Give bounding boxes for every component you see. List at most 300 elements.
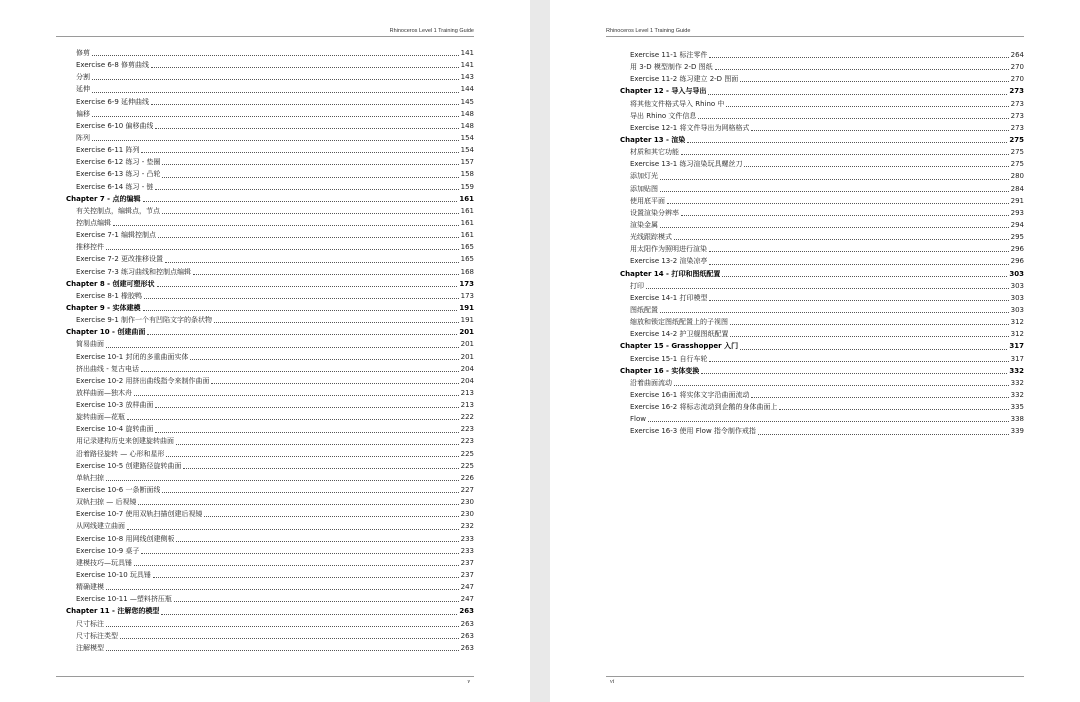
toc-entry-title: 修剪 — [76, 48, 90, 57]
toc-entry-page: 222 — [460, 413, 474, 422]
dot-leader — [709, 358, 1008, 362]
toc-entry[interactable] — [620, 292, 1024, 304]
toc-entry-title: Chapter 10 - 创建曲面 — [66, 328, 146, 337]
dot-leader — [162, 174, 458, 178]
dot-leader — [106, 477, 459, 481]
toc-entry[interactable] — [66, 630, 474, 642]
toc-entry[interactable] — [66, 387, 474, 399]
toc-entry-page: 154 — [460, 133, 474, 142]
toc-entry-title: Exercise 16-1 将实体文字沿曲面流动 — [630, 390, 750, 399]
toc-entry[interactable] — [66, 168, 474, 180]
page-header: Rhinoceros Level 1 Training Guide — [606, 28, 691, 34]
toc-entry[interactable] — [66, 181, 474, 193]
dot-leader — [174, 598, 459, 602]
toc-entry[interactable] — [66, 593, 474, 605]
toc-entry-title: Exercise 10-4 旋转曲面 — [76, 425, 154, 434]
toc-entry-title: 阵列 — [76, 133, 90, 142]
toc-entry-page: 273 — [1010, 99, 1024, 108]
dot-leader — [730, 333, 1008, 337]
toc-entry[interactable] — [66, 290, 474, 302]
dot-leader — [127, 416, 459, 420]
toc-entry[interactable] — [620, 304, 1024, 316]
dot-leader — [701, 370, 1007, 374]
toc-entry-page: 303 — [1010, 293, 1024, 302]
toc-entry[interactable] — [66, 144, 474, 156]
dot-leader — [779, 406, 1008, 410]
toc-entry[interactable] — [66, 253, 474, 265]
toc-entry-page: 213 — [460, 401, 474, 410]
toc-entry-title: Exercise 6-8 修剪曲线 — [76, 61, 150, 70]
dot-leader — [646, 285, 1009, 289]
toc-entry-page: 293 — [1010, 208, 1024, 217]
toc-entry-page: 284 — [1010, 184, 1024, 193]
toc-entry[interactable] — [66, 496, 474, 508]
toc-chapter-entry[interactable] — [66, 278, 474, 290]
toc-entry[interactable] — [620, 280, 1024, 292]
toc-entry-title: 添加灯光 — [630, 172, 658, 181]
toc-entry[interactable] — [620, 243, 1024, 255]
dot-leader — [162, 210, 459, 214]
toc-entry[interactable] — [66, 59, 474, 71]
toc-entry-page: 201 — [460, 340, 474, 349]
dot-leader — [155, 186, 458, 190]
toc-entry[interactable] — [620, 401, 1024, 413]
toc-entry-title: Exercise 6-9 延伸曲线 — [76, 97, 150, 106]
toc-entry-page: 227 — [460, 486, 474, 495]
toc-entry-page: 275 — [1010, 160, 1024, 169]
toc-entry-page: 335 — [1010, 403, 1024, 412]
toc-chapter-entry[interactable] — [620, 268, 1024, 280]
toc-entry-title: 尺寸标注 — [76, 619, 104, 628]
page-right — [550, 0, 1080, 702]
toc-entry[interactable] — [66, 83, 474, 95]
dot-leader — [648, 418, 1009, 422]
toc-entry[interactable] — [620, 219, 1024, 231]
toc-entry-title: Exercise 7-2 更改推移设置 — [76, 255, 164, 264]
dot-leader — [193, 271, 459, 275]
toc-entry-page: 280 — [1010, 172, 1024, 181]
toc-entry[interactable] — [66, 156, 474, 168]
toc-entry-page: 161 — [459, 194, 474, 203]
toc-entry-page: 213 — [460, 388, 474, 397]
toc-entry-title: 导出 Rhino 文件信息 — [630, 111, 697, 120]
dot-leader — [162, 161, 458, 165]
toc-entry-page: 317 — [1009, 342, 1024, 351]
toc-entry-title: 延伸 — [76, 85, 90, 94]
toc-entry[interactable] — [66, 520, 474, 532]
dot-leader — [726, 103, 1008, 107]
toc-entry[interactable] — [66, 618, 474, 630]
toc-entry[interactable] — [66, 545, 474, 557]
toc-entry-page: 247 — [460, 583, 474, 592]
dot-leader — [151, 101, 459, 105]
toc-entry-page: 168 — [460, 267, 474, 276]
toc-entry[interactable] — [66, 508, 474, 520]
toc-entry[interactable] — [620, 425, 1024, 437]
toc-entry-page: 232 — [460, 522, 474, 531]
dot-leader — [141, 550, 458, 554]
toc-entry-title: Exercise 11-1 标注零件 — [630, 50, 708, 59]
toc-entry-title: 简易曲面 — [76, 340, 104, 349]
dot-leader — [151, 64, 459, 68]
toc-entry-title: Exercise 6-10 偏移曲线 — [76, 121, 154, 130]
toc-entry[interactable] — [620, 316, 1024, 328]
toc-entry-page: 144 — [460, 85, 474, 94]
dot-leader — [106, 246, 459, 250]
toc-entry-page: 270 — [1010, 75, 1024, 84]
toc-entry-title: Exercise 6-12 练习 - 垫圈 — [76, 158, 161, 167]
dot-leader — [709, 297, 1008, 301]
toc-entry-title: 渲染金属 — [630, 220, 658, 229]
toc-entry[interactable] — [620, 195, 1024, 207]
toc-entry-page: 263 — [460, 643, 474, 652]
dot-leader — [740, 346, 1007, 350]
toc-entry-page: 157 — [460, 158, 474, 167]
toc-entry-page: 291 — [1010, 196, 1024, 205]
dot-leader — [106, 647, 459, 651]
toc-entry[interactable] — [66, 71, 474, 83]
toc-entry-title: 精确建模 — [76, 583, 104, 592]
toc-entry[interactable] — [66, 229, 474, 241]
dot-leader — [681, 151, 1009, 155]
dot-leader — [660, 176, 1009, 180]
toc-entry-title: Chapter 15 - Grasshopper 入门 — [620, 342, 739, 351]
dot-leader — [165, 259, 459, 263]
dot-leader — [744, 163, 1008, 167]
toc-entry-page: 312 — [1010, 318, 1024, 327]
dot-leader — [751, 394, 1008, 398]
toc-entry[interactable] — [66, 484, 474, 496]
dot-leader — [204, 513, 458, 517]
dot-leader — [134, 562, 459, 566]
toc-entry[interactable] — [66, 241, 474, 253]
toc-entry-page: 148 — [460, 109, 474, 118]
toc-entry-title: Exercise 10-11 —塑料挤压瓶 — [76, 595, 172, 604]
toc-entry-page: 332 — [1010, 378, 1024, 387]
toc-entry[interactable] — [66, 448, 474, 460]
toc-entry-page: 148 — [460, 121, 474, 130]
toc-entry-title: Exercise 12-1 将文件导出为网格格式 — [630, 123, 750, 132]
dot-leader — [92, 52, 459, 56]
toc-entry[interactable] — [620, 255, 1024, 267]
header-divider — [606, 36, 1024, 37]
toc-entry-page: 141 — [460, 61, 474, 70]
toc-entry-title: Chapter 14 - 打印和图纸配置 — [620, 269, 721, 278]
dot-leader — [141, 368, 459, 372]
toc-entry-page: 201 — [460, 352, 474, 361]
page-left — [0, 0, 530, 702]
toc-entry[interactable] — [620, 73, 1024, 85]
toc-entry[interactable] — [620, 170, 1024, 182]
toc-entry[interactable] — [66, 399, 474, 411]
toc-entry-page: 338 — [1010, 415, 1024, 424]
toc-entry-page: 154 — [460, 146, 474, 155]
toc-entry-page: 165 — [460, 255, 474, 264]
footer-divider — [606, 676, 1024, 677]
toc-chapter-entry[interactable] — [66, 326, 474, 338]
toc-entry-page: 204 — [460, 364, 474, 373]
toc-entry-page: 303 — [1009, 269, 1024, 278]
toc-entry-page: 303 — [1010, 305, 1024, 314]
toc-entry-title: 图纸配置 — [630, 305, 658, 314]
dot-leader — [155, 429, 458, 433]
toc-entry[interactable] — [620, 183, 1024, 195]
toc-entry-page: 339 — [1010, 427, 1024, 436]
toc-entry-title: 沿着路径旋转 — 心形和星形 — [76, 449, 165, 458]
dot-leader — [113, 222, 459, 226]
toc-entry[interactable] — [620, 98, 1024, 110]
toc-list — [620, 49, 1024, 438]
toc-entry-page: 158 — [460, 170, 474, 179]
toc-chapter-entry[interactable] — [620, 365, 1024, 377]
toc-entry-page: 225 — [460, 449, 474, 458]
toc-chapter-entry[interactable] — [620, 134, 1024, 146]
dot-leader — [740, 78, 1008, 82]
toc-entry[interactable] — [620, 158, 1024, 170]
toc-entry-title: Exercise 10-8 用网线创建侧板 — [76, 534, 175, 543]
toc-entry-page: 225 — [460, 461, 474, 470]
dot-leader — [158, 234, 459, 238]
toc-entry[interactable] — [66, 351, 474, 363]
dot-leader — [758, 431, 1009, 435]
dot-leader — [667, 200, 1009, 204]
toc-chapter-entry[interactable] — [66, 605, 474, 617]
dot-leader — [709, 248, 1009, 252]
toc-entry-title: Chapter 12 - 导入与导出 — [620, 87, 707, 96]
dot-leader — [709, 54, 1008, 58]
toc-entry-title: 添加贴图 — [630, 184, 658, 193]
toc-entry-page: 275 — [1009, 135, 1024, 144]
toc-entry-title: Chapter 9 - 实体建模 — [66, 303, 141, 312]
toc-entry-page: 230 — [460, 498, 474, 507]
dot-leader — [106, 586, 459, 590]
toc-entry[interactable] — [620, 110, 1024, 122]
toc-entry[interactable] — [66, 569, 474, 581]
toc-entry-title: Exercise 10-1 封闭的多重曲面实体 — [76, 352, 189, 361]
dot-leader — [715, 66, 1009, 70]
dot-leader — [660, 224, 1009, 228]
dot-leader — [106, 344, 459, 348]
dot-leader — [722, 273, 1007, 277]
toc-entry-title: 双轨扫掠 — 后视镜 — [76, 498, 137, 507]
toc-entry[interactable] — [66, 217, 474, 229]
toc-entry[interactable] — [620, 49, 1024, 61]
toc-entry-title: Exercise 14-1 打印模型 — [630, 293, 708, 302]
toc-entry-page: 230 — [460, 510, 474, 519]
toc-entry-page: 247 — [460, 595, 474, 604]
toc-entry-title: 有关控制点，编辑点，节点 — [76, 206, 160, 215]
dot-leader — [120, 635, 459, 639]
toc-entry-page: 296 — [1010, 257, 1024, 266]
toc-entry-page: 295 — [1010, 233, 1024, 242]
toc-entry-title: Exercise 10-10 玩具锤 — [76, 571, 151, 580]
toc-entry-title: Exercise 7-3 练习曲线和控制点编辑 — [76, 267, 192, 276]
toc-chapter-entry[interactable] — [620, 340, 1024, 352]
page-number: vi — [610, 679, 615, 685]
toc-entry[interactable] — [66, 120, 474, 132]
dot-leader — [190, 356, 458, 360]
toc-entry[interactable] — [66, 472, 474, 484]
toc-entry[interactable] — [66, 205, 474, 217]
toc-entry-title: Exercise 11-2 练习建立 2-D 图面 — [630, 75, 739, 84]
dot-leader — [155, 125, 458, 129]
toc-entry-page: 165 — [460, 243, 474, 252]
toc-entry[interactable] — [66, 375, 474, 387]
toc-chapter-entry[interactable] — [66, 302, 474, 314]
toc-entry-page: 161 — [460, 218, 474, 227]
dot-leader — [211, 380, 458, 384]
dot-leader — [660, 188, 1009, 192]
toc-entry[interactable] — [620, 413, 1024, 425]
toc-entry[interactable] — [620, 377, 1024, 389]
toc-entry-title: 设置渲染分辨率 — [630, 208, 679, 217]
toc-entry[interactable] — [66, 96, 474, 108]
toc-entry-title: 沿着曲面流动 — [630, 378, 672, 387]
dot-leader — [162, 489, 458, 493]
toc-entry-page: 332 — [1009, 366, 1024, 375]
toc-entry-title: 材质和其它功能 — [630, 148, 679, 157]
dot-leader — [144, 295, 459, 299]
toc-entry-title: Exercise 16-2 将标志流动到企鹅的身体曲面上 — [630, 403, 778, 412]
toc-entry[interactable] — [66, 132, 474, 144]
dot-leader — [698, 115, 1008, 119]
dot-leader — [708, 91, 1007, 95]
dot-leader — [709, 261, 1008, 265]
toc-entry-page: 263 — [460, 631, 474, 640]
toc-entry-title: Exercise 6-13 练习 - 凸轮 — [76, 170, 161, 179]
toc-entry-page: 141 — [460, 48, 474, 57]
dot-leader — [127, 526, 459, 530]
toc-entry-page: 273 — [1010, 123, 1024, 132]
toc-chapter-entry[interactable] — [66, 193, 474, 205]
toc-entry-title: Exercise 13-1 练习渲染玩具螺丝刀 — [630, 160, 743, 169]
toc-entry-page: 303 — [1010, 281, 1024, 290]
toc-chapter-entry[interactable] — [620, 85, 1024, 97]
dot-leader — [176, 538, 458, 542]
toc-entry-title: 旋转曲面—花瓶 — [76, 413, 125, 422]
toc-entry[interactable] — [66, 557, 474, 569]
toc-entry[interactable] — [620, 389, 1024, 401]
toc-entry[interactable] — [66, 460, 474, 472]
toc-entry-page: 226 — [460, 473, 474, 482]
toc-entry-title: 放样曲面—独木舟 — [76, 388, 132, 397]
toc-list — [66, 47, 474, 654]
toc-entry[interactable] — [66, 108, 474, 120]
toc-entry[interactable] — [66, 266, 474, 278]
toc-entry[interactable] — [66, 533, 474, 545]
toc-entry[interactable] — [66, 411, 474, 423]
dot-leader — [143, 198, 458, 202]
toc-entry-title: 用记录建构历史来创建旋转曲面 — [76, 437, 174, 446]
toc-entry-title: Chapter 7 - 点的编辑 — [66, 194, 141, 203]
toc-entry-title: Exercise 14-2 护卫舰图纸配置 — [630, 330, 729, 339]
dot-leader — [214, 319, 459, 323]
toc-entry-title: Exercise 9-1 制作一个有凹陷文字的条状物 — [76, 316, 213, 325]
toc-entry-title: Chapter 16 - 实体变换 — [620, 366, 700, 375]
toc-entry-page: 191 — [460, 316, 474, 325]
dot-leader — [157, 283, 458, 287]
toc-entry-title: 挤出曲线 - 复古电话 — [76, 364, 139, 373]
toc-entry-page: 233 — [460, 534, 474, 543]
toc-entry[interactable] — [620, 231, 1024, 243]
toc-entry-page: 312 — [1010, 330, 1024, 339]
toc-entry[interactable] — [66, 47, 474, 59]
dot-leader — [674, 382, 1009, 386]
toc-entry-title: 注解模型 — [76, 643, 104, 652]
dot-leader — [106, 623, 459, 627]
toc-entry[interactable] — [620, 61, 1024, 73]
toc-entry-title: Exercise 15-1 自行车轮 — [630, 354, 708, 363]
dot-leader — [141, 149, 458, 153]
toc-entry-title: Exercise 8-1 橡胶鸭 — [76, 291, 143, 300]
dot-leader — [92, 113, 459, 117]
toc-entry-page: 201 — [459, 328, 474, 337]
toc-entry-page: 233 — [460, 546, 474, 555]
toc-entry-title: 使用底平面 — [630, 196, 665, 205]
toc-entry-page: 332 — [1010, 390, 1024, 399]
toc-entry[interactable] — [66, 314, 474, 326]
toc-entry-title: 建模技巧—玩具锤 — [76, 558, 132, 567]
toc-entry[interactable] — [66, 423, 474, 435]
toc-entry-title: 偏移 — [76, 109, 90, 118]
page-header: Rhinoceros Level 1 Training Guide — [389, 28, 474, 34]
toc-entry-title: Exercise 10-3 放样曲面 — [76, 401, 154, 410]
toc-entry[interactable] — [66, 642, 474, 654]
dot-leader — [161, 611, 457, 615]
toc-entry-page: 275 — [1010, 148, 1024, 157]
dot-leader — [660, 309, 1009, 313]
toc-entry-title: Flow — [630, 415, 646, 424]
toc-entry-title: 分割 — [76, 73, 90, 82]
toc-entry-page: 161 — [460, 231, 474, 240]
dot-leader — [681, 212, 1009, 216]
toc-entry-title: 打印 — [630, 281, 644, 290]
toc-entry-page: 191 — [459, 303, 474, 312]
dot-leader — [730, 321, 1009, 325]
toc-entry[interactable] — [620, 207, 1024, 219]
toc-entry-page: 143 — [460, 73, 474, 82]
toc-entry[interactable] — [620, 353, 1024, 365]
toc-entry[interactable] — [620, 122, 1024, 134]
toc-entry-title: 用太阳作为照明进行渲染 — [630, 245, 707, 254]
toc-entry-page: 317 — [1010, 354, 1024, 363]
page-number: v — [467, 679, 470, 685]
toc-entry[interactable] — [620, 146, 1024, 158]
dot-leader — [143, 307, 458, 311]
toc-entry-title: Exercise 10-5 创建路径旋转曲面 — [76, 461, 182, 470]
toc-entry-title: Exercise 13-2 渲染凉亭 — [630, 257, 708, 266]
dot-leader — [176, 441, 459, 445]
dot-leader — [155, 404, 458, 408]
toc-entry-page: 161 — [460, 206, 474, 215]
toc-entry-page: 223 — [460, 437, 474, 446]
toc-entry[interactable] — [66, 338, 474, 350]
toc-entry[interactable] — [66, 363, 474, 375]
toc-entry-title: Chapter 13 - 渲染 — [620, 135, 686, 144]
toc-entry[interactable] — [66, 581, 474, 593]
toc-entry[interactable] — [66, 436, 474, 448]
toc-entry-page: 296 — [1010, 245, 1024, 254]
toc-entry-page: 263 — [460, 619, 474, 628]
toc-entry[interactable] — [620, 328, 1024, 340]
toc-entry-title: 尺寸标注类型 — [76, 631, 118, 640]
toc-entry-title: Exercise 10-9 桌子 — [76, 546, 140, 555]
toc-entry-title: Exercise 16-3 使用 Flow 指令制作戒指 — [630, 427, 756, 436]
dot-leader — [751, 127, 1008, 131]
toc-entry-page: 223 — [460, 425, 474, 434]
dot-leader — [183, 465, 458, 469]
dot-leader — [674, 236, 1009, 240]
